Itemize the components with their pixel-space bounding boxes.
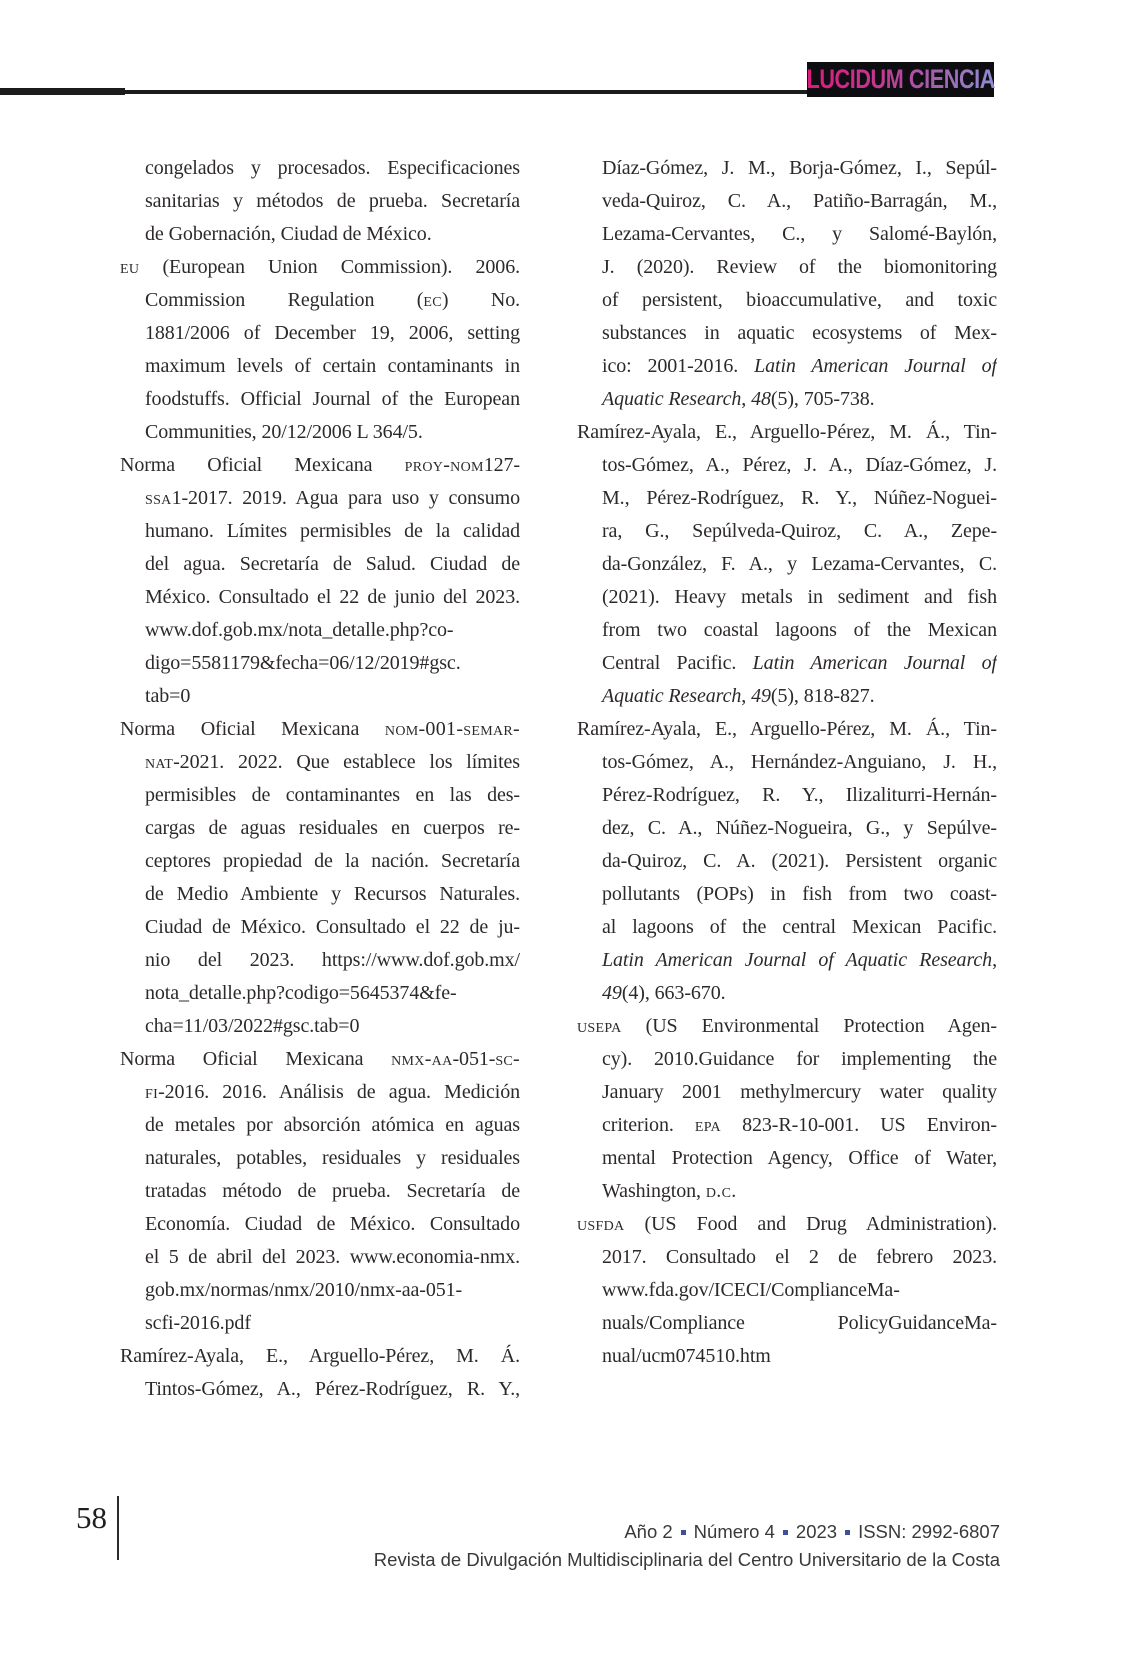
reference-line: Aquatic Research, 48(5), 705-738. <box>602 388 875 410</box>
reference-line: Central Pacific. Latin American Journal of <box>602 652 997 674</box>
journal-logo-text: LUCIDUM CIENCIA <box>806 64 995 94</box>
reference-entry <box>577 152 997 416</box>
reference-line: permisibles de contaminantes en las des- <box>145 784 520 806</box>
reference-line: tos-Gómez, A., Pérez, J. A., Díaz-Gómez, J. <box>602 454 997 476</box>
reference-line: tab=0 <box>145 685 191 707</box>
reference-line: México. Consultado el 22 de junio del 2023. <box>145 586 520 608</box>
separator-bullet <box>845 1530 850 1535</box>
reference-line: maximum levels of certain contaminants in <box>145 355 520 377</box>
reference-line: nual/ucm074510.htm <box>602 1345 771 1367</box>
reference-line: naturales, potables, residuales y residuales <box>145 1147 520 1169</box>
reference-line: de metales por absorción atómica en aguas <box>145 1114 520 1136</box>
reference-line: 49(4), 663-670. <box>602 982 726 1004</box>
page-number-divider <box>117 1496 119 1560</box>
reference-line: eu (European Union Commission). 2006. <box>120 256 520 278</box>
reference-line: Norma Oficial Mexicana proy-nom127- <box>120 454 520 476</box>
reference-line: Communities, 20/12/2006 L 364/5. <box>145 421 423 443</box>
reference-entry <box>120 1043 520 1340</box>
footer-meta <box>374 1518 1000 1574</box>
reference-line: Lezama-Cervantes, C., y Salomé-Baylón, <box>602 223 997 245</box>
references-right-column <box>577 152 997 1373</box>
reference-line: da-Quiroz, C. A. (2021). Persistent organic <box>602 850 997 872</box>
header-rule-thin <box>125 90 808 94</box>
issue-meta-part: ISSN: 2992-6807 <box>858 1521 1000 1542</box>
reference-line: Díaz-Gómez, J. M., Borja-Gómez, I., Sepúl- <box>602 157 997 179</box>
issue-meta <box>374 1518 1000 1546</box>
page-number: 58 <box>76 1500 107 1535</box>
reference-line: Ramírez-Ayala, E., Arguello-Pérez, M. Á. <box>120 1345 520 1367</box>
reference-entry <box>120 251 520 449</box>
reference-line: Ramírez-Ayala, E., Arguello-Pérez, M. Á., Tin- <box>577 421 997 443</box>
reference-entry <box>120 449 520 713</box>
reference-line: Pérez-Rodríguez, R. Y., Ilizaliturri-Hernán- <box>602 784 997 806</box>
issue-meta-part: Año 2 <box>624 1521 673 1542</box>
reference-line: nio del 2023. https://www.dof.gob.mx/ <box>145 949 520 971</box>
reference-line: cy). 2010.Guidance for implementing the <box>602 1048 997 1070</box>
reference-line: gob.mx/normas/nmx/2010/nmx-aa-051- <box>145 1279 463 1301</box>
reference-line: of persistent, bioaccumulative, and toxic <box>602 289 997 311</box>
reference-line: substances in aquatic ecosystems of Mex- <box>602 322 997 344</box>
reference-line: nota_detalle.php?codigo=5645374&fe- <box>145 982 457 1004</box>
reference-line: www.fda.gov/ICECI/ComplianceMa- <box>602 1279 900 1301</box>
reference-line: ra, G., Sepúlveda-Quiroz, C. A., Zepe- <box>602 520 997 542</box>
reference-line: de Gobernación, Ciudad de México. <box>145 223 432 245</box>
reference-line: Aquatic Research, 49(5), 818-827. <box>602 685 875 707</box>
reference-line: ceptores propiedad de la nación. Secretaría <box>145 850 520 872</box>
journal-subtitle: Revista de Divulgación Multidisciplinaria del Centro Universitario de la Costa <box>373 1549 1000 1570</box>
reference-line: foodstuffs. Official Journal of the European <box>145 388 520 410</box>
reference-line: Ramírez-Ayala, E., Arguello-Pérez, M. Á., Tin- <box>577 718 997 740</box>
reference-line: nuals/Compliance PolicyGuidanceMa- <box>602 1312 997 1334</box>
reference-line: criterion. epa 823-R-10-001. US Environ- <box>602 1114 997 1136</box>
reference-line: pollutants (POPs) in fish from two coast- <box>602 883 997 905</box>
reference-line: usfda (US Food and Drug Administration). <box>577 1213 997 1235</box>
reference-entry <box>577 416 997 713</box>
reference-line: Latin American Journal of Aquatic Research, <box>602 949 997 971</box>
reference-line: (2021). Heavy metals in sediment and fish <box>602 586 997 608</box>
issue-meta-part: Número 4 <box>693 1521 775 1542</box>
reference-line: da-González, F. A., y Lezama-Cervantes, C. <box>602 553 997 575</box>
reference-line: congelados y procesados. Especificaciones <box>145 157 520 179</box>
reference-line: dez, C. A., Núñez-Nogueira, G., y Sepúlve- <box>602 817 997 839</box>
header-rule-thick <box>0 88 125 95</box>
references-left-column <box>120 152 520 1406</box>
reference-line: de Medio Ambiente y Recursos Naturales. <box>145 883 520 905</box>
reference-line: al lagoons of the central Mexican Pacific. <box>602 916 997 938</box>
reference-line: from two coastal lagoons of the Mexican <box>602 619 997 641</box>
reference-line: mental Protection Agency, Office of Water, <box>602 1147 997 1169</box>
reference-line: cargas de aguas residuales en cuerpos re- <box>145 817 520 839</box>
reference-line: nat-2021. 2022. Que establece los límites <box>145 751 520 773</box>
reference-entry <box>577 713 997 1010</box>
reference-line: Commission Regulation (ec) No. <box>145 289 520 311</box>
reference-line: 2017. Consultado el 2 de febrero 2023. <box>602 1246 997 1268</box>
reference-entry <box>120 713 520 1043</box>
reference-line: tos-Gómez, A., Hernández-Anguiano, J. H., <box>602 751 997 773</box>
reference-line: Ciudad de México. Consultado el 22 de ju- <box>145 916 520 938</box>
reference-line: fi-2016. 2016. Análisis de agua. Medición <box>145 1081 520 1103</box>
issue-meta-part: 2023 <box>795 1521 838 1542</box>
reference-line: cha=11/03/2022#gsc.tab=0 <box>145 1015 360 1037</box>
reference-line: ssa1-2017. 2019. Agua para uso y consumo <box>145 487 520 509</box>
reference-line: Norma Oficial Mexicana nom-001-semar- <box>120 718 520 740</box>
reference-line: digo=5581179&fecha=06/12/2019#gsc. <box>145 652 461 674</box>
separator-bullet <box>783 1530 788 1535</box>
reference-line: tratadas método de prueba. Secretaría de <box>145 1180 520 1202</box>
reference-entry <box>120 152 520 251</box>
reference-line: www.dof.gob.mx/nota_detalle.php?co- <box>145 619 454 641</box>
reference-line: Tintos-Gómez, A., Pérez-Rodríguez, R. Y., <box>145 1378 520 1400</box>
reference-line: Economía. Ciudad de México. Consultado <box>145 1213 520 1235</box>
reference-line: M., Pérez-Rodríguez, R. Y., Núñez-Noguei- <box>602 487 997 509</box>
reference-line: J. (2020). Review of the biomonitoring <box>602 256 997 278</box>
reference-entry <box>577 1208 997 1373</box>
reference-line: ico: 2001-2016. Latin American Journal of <box>602 355 997 377</box>
reference-line: 1881/2006 of December 19, 2006, setting <box>145 322 520 344</box>
reference-line: del agua. Secretaría de Salud. Ciudad de <box>145 553 520 575</box>
reference-line: humano. Límites permisibles de la calidad <box>145 520 520 542</box>
separator-bullet <box>681 1530 686 1535</box>
reference-line: scfi-2016.pdf <box>145 1312 251 1334</box>
reference-line: January 2001 methylmercury water quality <box>602 1081 997 1103</box>
reference-entry <box>577 1010 997 1208</box>
journal-logo <box>807 62 994 97</box>
reference-line: Norma Oficial Mexicana nmx-aa-051-sc- <box>120 1048 520 1070</box>
reference-line: veda-Quiroz, C. A., Patiño-Barragán, M., <box>602 190 997 212</box>
reference-line: el 5 de abril del 2023. www.economia-nmx. <box>145 1246 520 1268</box>
reference-entry <box>120 1340 520 1406</box>
reference-line: Washington, d.c. <box>602 1180 737 1202</box>
reference-line: usepa (US Environmental Protection Agen- <box>577 1015 997 1037</box>
reference-line: sanitarias y métodos de prueba. Secretaría <box>145 190 520 212</box>
